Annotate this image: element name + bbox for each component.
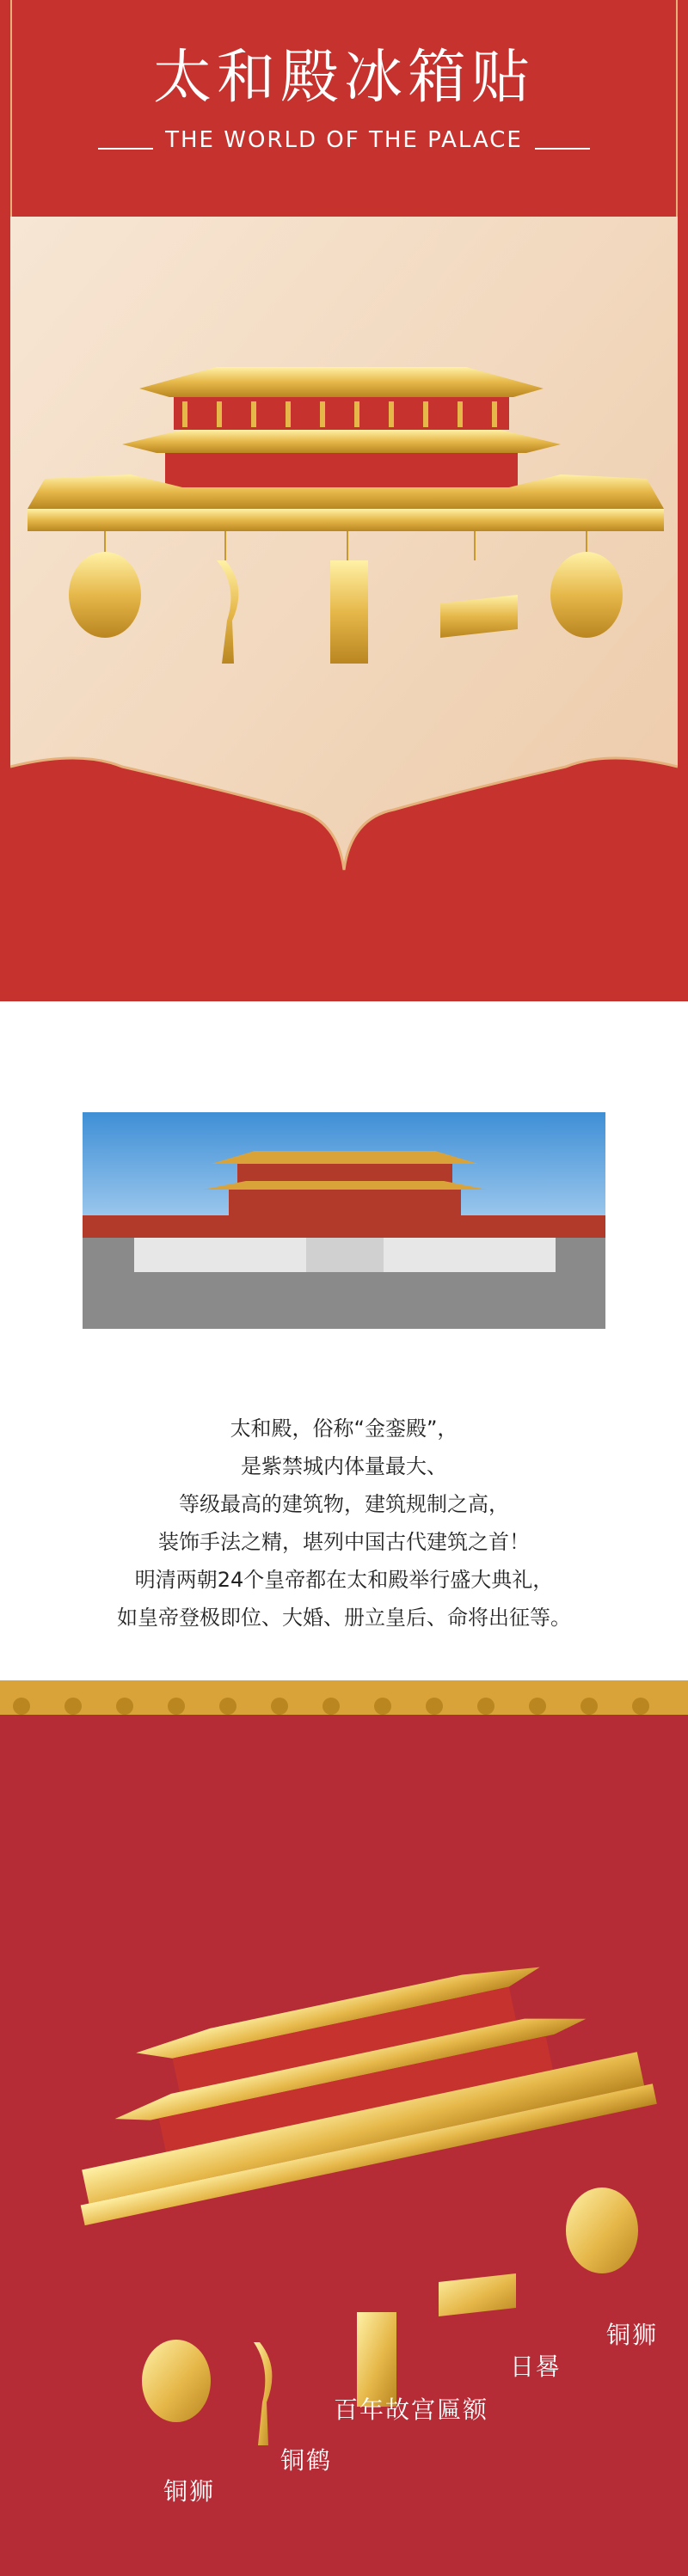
intro-line: 太和殿，俗称“金銮殿”， <box>230 1416 458 1441</box>
hero-title: 太和殿冰箱贴 <box>152 44 535 112</box>
callout-plaque: 百年故宫匾额 <box>334 2395 489 2424</box>
callout-lion-right: 铜狮 <box>606 2321 659 2349</box>
product-detail-section <box>0 1680 688 2576</box>
fridge-magnet-angled-photo <box>0 1680 688 2576</box>
callout-lion-left: 铜狮 <box>163 2477 216 2506</box>
intro-line: 装饰手法之精，堪列中国古代建筑之首！ <box>158 1530 530 1554</box>
callout-sundial: 日晷 <box>510 2353 562 2381</box>
hero-subtitle: THE WORLD OF THE PALACE <box>165 127 523 153</box>
intro-text <box>0 1410 688 1637</box>
callout-crane: 铜鹤 <box>280 2446 333 2475</box>
intro-line: 等级最高的建筑物，建筑规制之高， <box>179 1492 509 1516</box>
hero-section <box>0 0 688 1001</box>
intro-line: 是紫禁城内体量最大、 <box>241 1454 447 1478</box>
intro-line: 明清两朝24个皇帝都在太和殿举行盛大典礼， <box>134 1568 554 1592</box>
taihe-hall-photo <box>83 1112 605 1329</box>
intro-line: 如皇帝登极即位、大婚、册立皇后、命将出征等。 <box>117 1606 571 1630</box>
subtitle-rule-right <box>535 148 590 150</box>
fridge-magnet-hero-photo <box>10 217 678 1001</box>
